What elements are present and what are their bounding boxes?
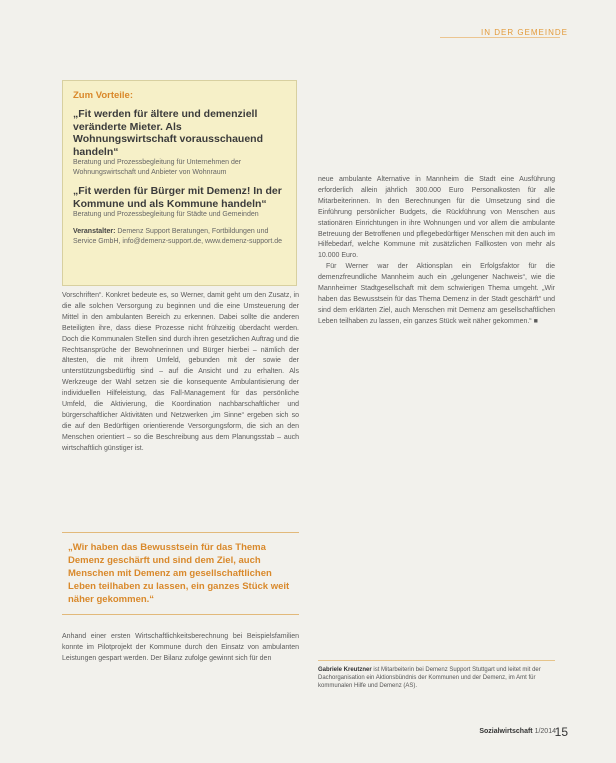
info-item-2-title: „Fit werden für Bürger mit Demenz! In der Kommune und als Kommune handeln“ [73, 185, 282, 210]
info-box-heading: Zum Vorteile: [73, 90, 133, 101]
section-tag: IN DER GEMEINDE [480, 28, 568, 37]
body-column-right [318, 175, 555, 328]
footer [479, 728, 556, 735]
body-paragraph: Anhand einer ersten Wirtschaftlichkeitsberechnung bei Beispielsfamilien konnte im Pilotprojekt der Kommune durch den Einsatz von ambulanten Leistungen gespart werden. Der Bilanz zufolge gewinnt sich für den [62, 633, 299, 662]
info-item-1-title: „Fit werden für ältere und demenziell veränderte Mieter. Als Wohnungswirtschaft vorausschauend handeln“ [73, 108, 263, 158]
body-column-left-bottom [62, 632, 299, 665]
info-item-2-desc: Beratung und Prozessbegleitung für Städte und Gemeinden [73, 211, 259, 218]
info-box [62, 80, 297, 286]
pull-quote: „Wir haben das Bewusstsein für das Thema Demenz geschärft und sind dem Ziel, auch Menschen mit Demenz am gesellschaftlichen Leben teilhaben zu lassen, ein ganzes Stück weit näher gekommen.“ [62, 532, 299, 615]
body-column-left-top [62, 291, 299, 455]
organizer-text: Demenz Support Beratungen, Fortbildungen und Service GmbH, info@demenz-support.de, www.demenz-support.de [73, 228, 283, 245]
organizer-label: Veranstalter: [73, 228, 116, 235]
issue-number: 1/2014 [534, 728, 556, 735]
magazine-name: Sozialwirtschaft [479, 728, 533, 735]
header-rule [440, 37, 560, 38]
author-description: ist Mitarbeiterin bei Demenz Support Stuttgart und leitet mit der Dachorganisation ein Aktionsbündnis der Kommunen und der Demenz, im Amt für kommunalen Hilfe und Demenz (AS). [318, 667, 541, 689]
info-organizer [73, 227, 286, 247]
info-item-1-desc: Beratung und Prozessbegleitung für Unternehmen der Wohnungswirtschaft und Anbieter von Wohnraum [73, 159, 242, 176]
body-paragraph: Für Werner war der Aktionsplan ein Erfolgsfaktor für die demenzfreundliche Mannheim auch ein „gelungener Nachweis“, wie die Mannheimer Stadtgesellschaft mit dem schwierigen Thema umgeht. „Wir haben das Bewusstsein für das Thema Demenz in der Stadt geschärft“ und sind dem erklärten Ziel, auch Menschen mit Demenz am gesellschaftlichen Leben teilhaben zu lassen, ein ganzes Stück weit näher gekommen.“ ■ [318, 263, 555, 325]
body-paragraph: neue ambulante Alternative in Mannheim die Stadt eine Ausführung erforderlich allein jährlich 300.000 Euro Personalkosten für alle Mitarbeiterinnen. In den Berechnungen für die Umsetzung sind die Einführung persönlicher Budgets, die Rückführung von Menschen aus stationären Einrichtungen in ihre Wohnungen und vor allem die ambulante Betreuung der Betroffenen und pflegebedürftiger Menschen mit den auch im Hilfebedarf, welche Kommune mit zusätzlichen Fallkosten von mehr als 10.000 Euro. [318, 176, 555, 260]
page-number: 15 [554, 725, 568, 739]
body-paragraph: Vorschriften“. Konkret bedeute es, so Werner, damit geht um den Zusatz, in die alle solchen Versorgung zu beginnen und die eine Umsteuerung der Mittel in den ambulanten Bereich zu erkennen. Dabei sollte die anderen Beteiligten ihre, dass diese Prozesse nicht frühzeitig überdacht werden. Doch die Kommunalen Stellen sind durch ihren gesetzlichen Auftrag und die Rechtsansprüche der Bewohnerinnen und Bürger hierbei – nämlich der ältesten, die mit ihrem Umfeld, gebunden mit der sowie der unterstützungsbedürftig sind – auf die Ansicht und zu erhalten. Als Werkzeuge der Wahl setzen sie die konsequente Ambulantisierung der individuellen Hilfeleistung, das Fall-Management für das persönliche Umfeld, die Aktivierung, die Koordination nachbarschaftlicher und bürgerschaftlicher Aktivitäten und Netzwerken „im Sinne“ ergeben sich so die auf den Bedürftigen orientierende Versorgungsform, die sich an den Menschen orientiert – so die Beschreibung aus dem Planungsstab – auch wirtschaftlich günstiger ist. [62, 292, 299, 452]
author-name: Gabriele Kreutzner [318, 667, 372, 673]
author-caption [318, 660, 555, 702]
